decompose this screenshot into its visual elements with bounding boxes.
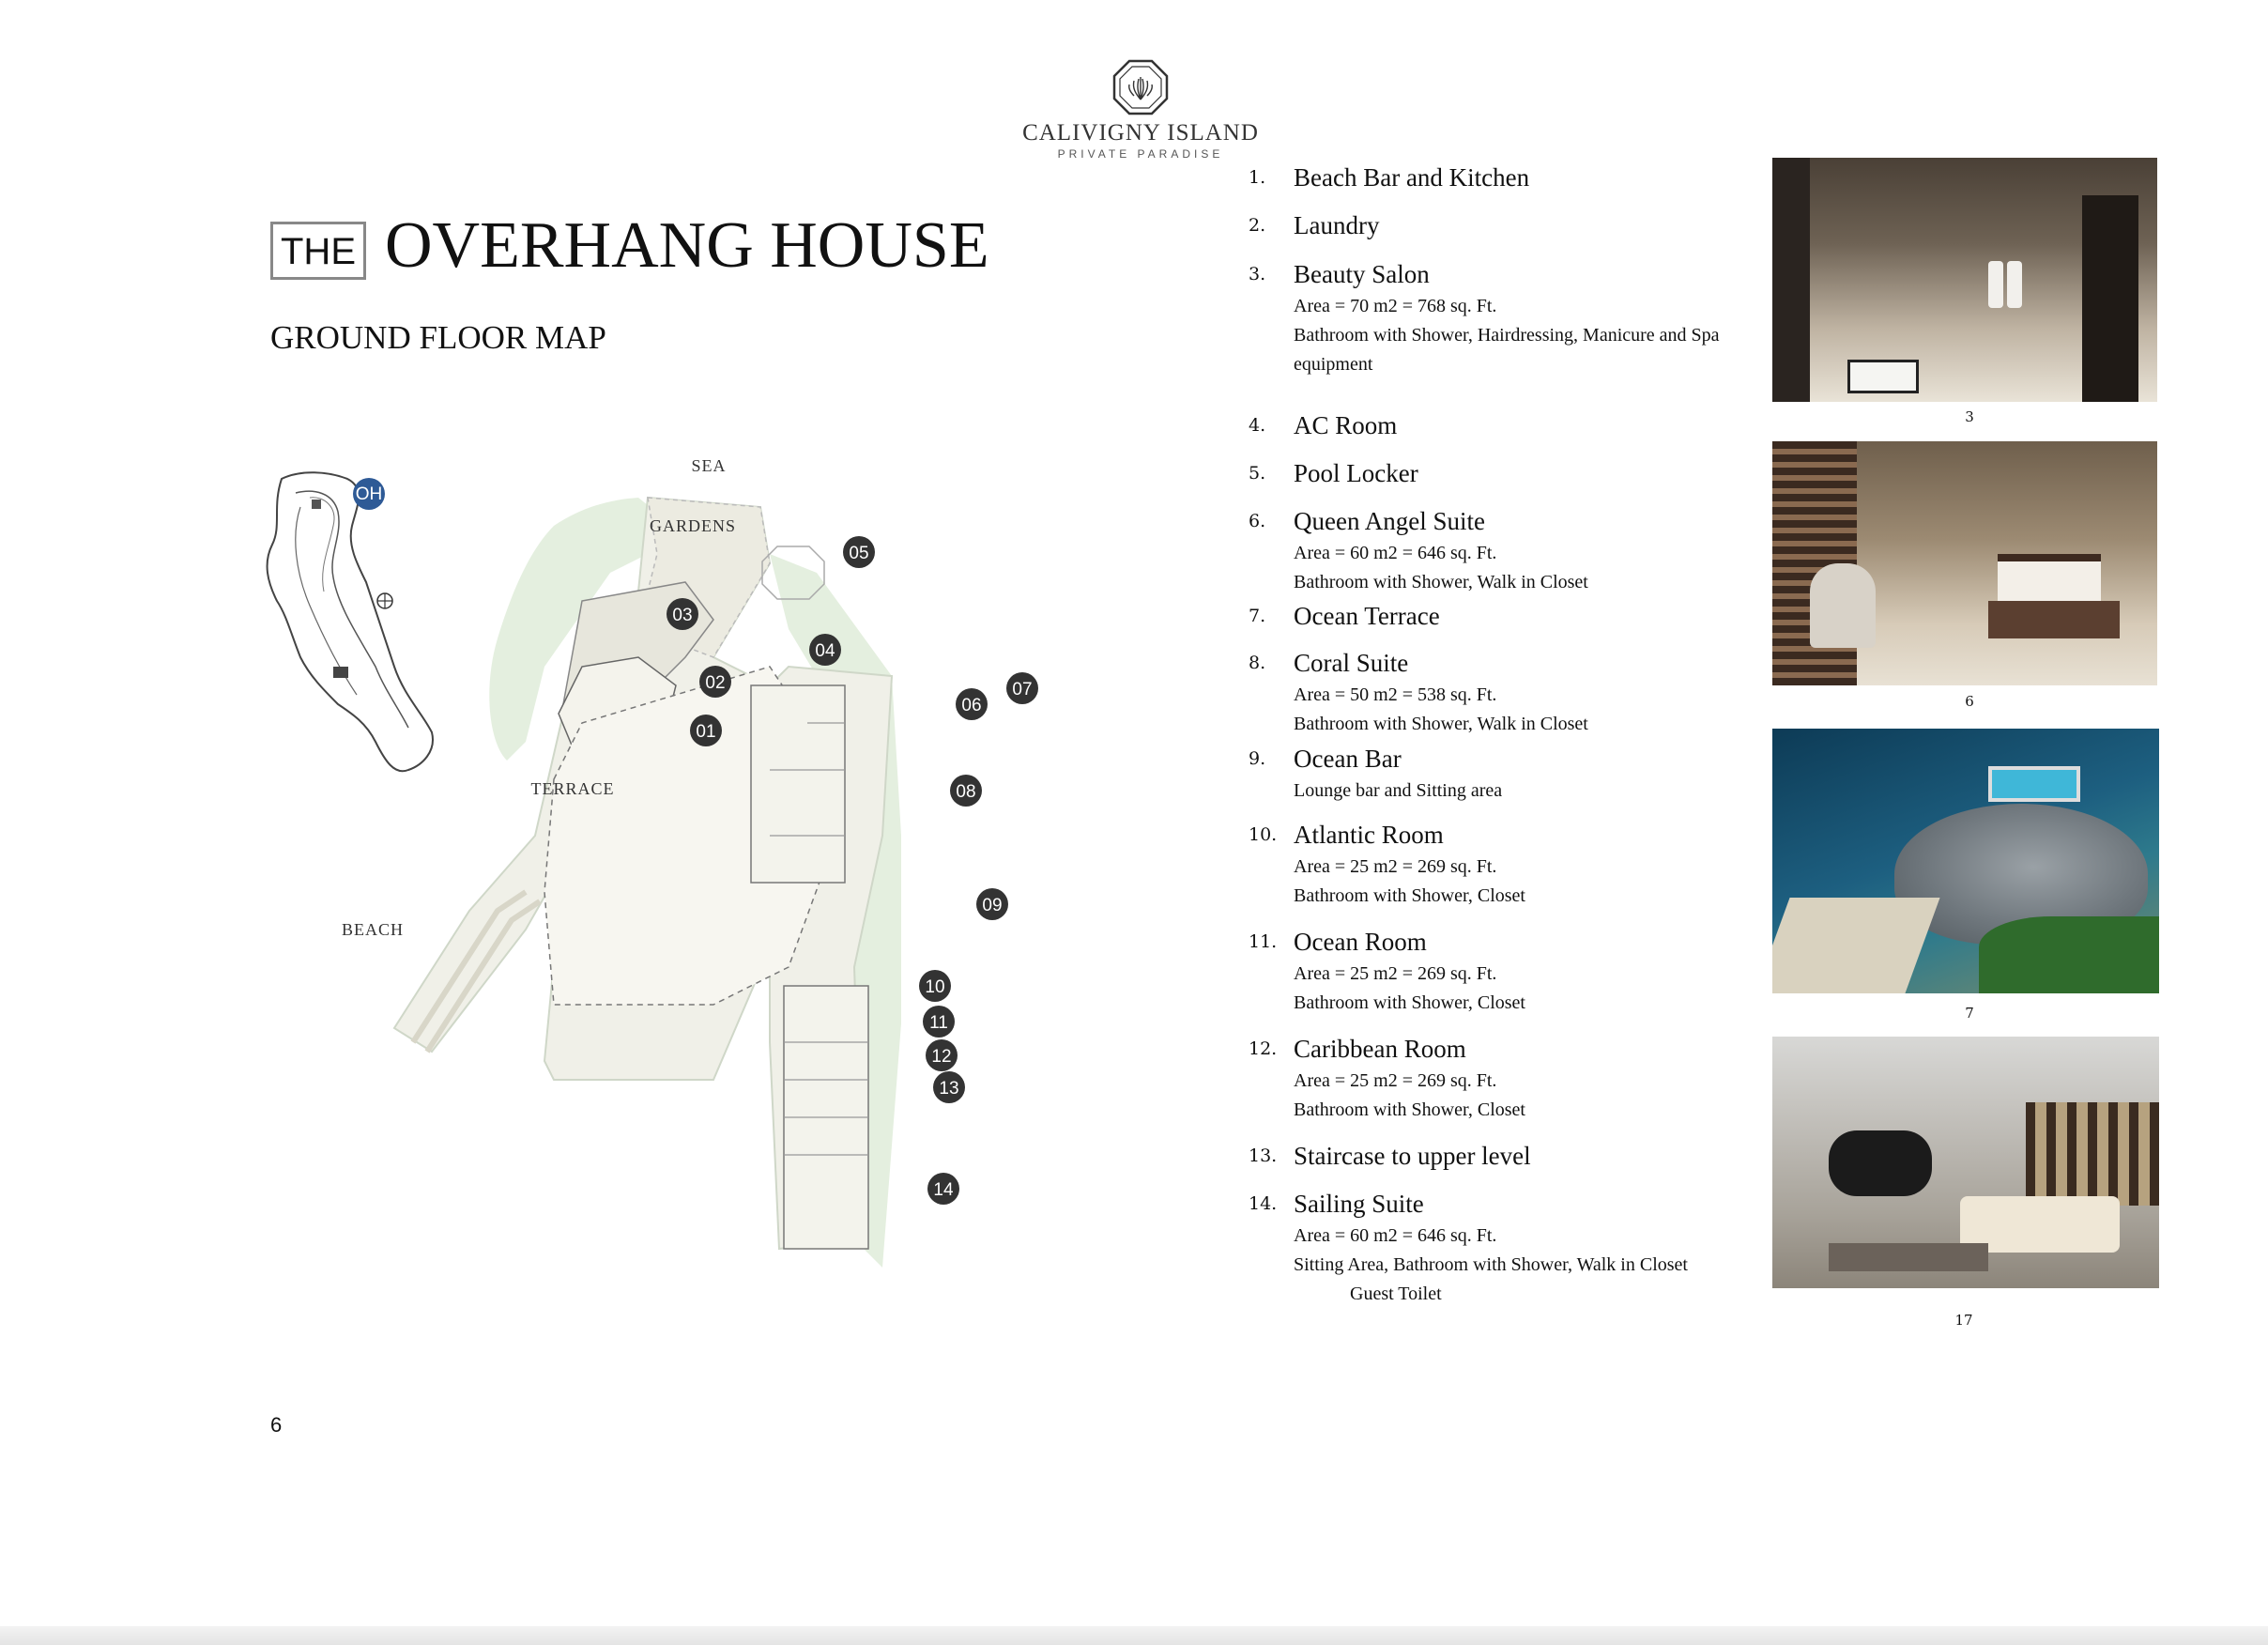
room-detail: Bathroom with Shower, Hairdressing, Manicure and Spa equipment bbox=[1294, 325, 1720, 375]
room-list-item bbox=[1249, 741, 1502, 806]
room-badge bbox=[809, 634, 841, 666]
map-label-beach: BEACH bbox=[341, 920, 405, 939]
inset-oh-marker: OH bbox=[355, 484, 383, 504]
room-badge bbox=[690, 715, 722, 746]
room-list-item bbox=[1249, 503, 1588, 597]
svg-text:04: 04 bbox=[815, 641, 835, 661]
page-subtitle: GROUND FLOOR MAP bbox=[270, 319, 606, 356]
room-list-item bbox=[1249, 407, 1397, 443]
logo-emblem-icon bbox=[1111, 58, 1170, 116]
svg-text:07: 07 bbox=[1012, 680, 1033, 700]
page-number: 6 bbox=[270, 1413, 283, 1437]
room-name: Caribbean Room bbox=[1294, 1035, 1466, 1063]
room-badge bbox=[956, 688, 988, 720]
room-list-item bbox=[1249, 817, 1525, 911]
room-number: 5. bbox=[1249, 463, 1266, 484]
room-badge bbox=[926, 1039, 958, 1071]
room-number: 12. bbox=[1249, 1038, 1278, 1059]
room-name: Beauty Salon bbox=[1294, 260, 1430, 288]
room-number: 8. bbox=[1249, 653, 1266, 673]
photo-ocean-terrace-aerial bbox=[1772, 729, 2159, 993]
room-number: 4. bbox=[1249, 415, 1266, 436]
island-inset-map bbox=[268, 472, 433, 771]
room-detail-extra: Guest Toilet bbox=[1350, 1284, 1442, 1304]
room-badge bbox=[919, 970, 951, 1002]
room-number: 14. bbox=[1249, 1193, 1278, 1214]
map-label-terrace: TERRACE bbox=[530, 779, 615, 798]
room-badge bbox=[976, 888, 1008, 920]
room-detail: Sitting Area, Bathroom with Shower, Walk in Closet bbox=[1294, 1254, 1688, 1275]
room-name: Ocean Room bbox=[1294, 928, 1427, 956]
room-list-item bbox=[1249, 160, 1529, 195]
room-detail: Bathroom with Shower, Closet bbox=[1294, 1099, 1525, 1120]
room-name: AC Room bbox=[1294, 411, 1398, 439]
room-name: Sailing Suite bbox=[1294, 1190, 1424, 1218]
room-name: Queen Angel Suite bbox=[1294, 507, 1485, 535]
title-prefix-box: THE bbox=[270, 222, 366, 280]
room-detail: Bathroom with Shower, Closet bbox=[1294, 992, 1525, 1013]
room-name: Laundry bbox=[1294, 211, 1380, 239]
room-name: Coral Suite bbox=[1294, 649, 1409, 677]
logo-tagline: PRIVATE PARADISE bbox=[1057, 147, 1224, 161]
room-badge bbox=[843, 536, 875, 568]
room-detail: Area = 25 m2 = 269 sq. Ft. bbox=[1294, 1070, 1497, 1091]
room-number: 13. bbox=[1249, 1145, 1278, 1166]
calivigny-logo bbox=[1014, 58, 1267, 166]
room-name: Ocean Bar bbox=[1294, 745, 1402, 773]
room-badge bbox=[933, 1071, 965, 1103]
room-detail: Lounge bar and Sitting area bbox=[1294, 780, 1503, 801]
viewer-bottom-bar bbox=[0, 1626, 2268, 1645]
room-number: 2. bbox=[1249, 215, 1266, 236]
page-title bbox=[270, 208, 989, 284]
room-badge bbox=[1006, 672, 1038, 704]
room-badge bbox=[927, 1173, 959, 1205]
room-list-item bbox=[1249, 1138, 1531, 1174]
ground-floor-map bbox=[244, 441, 1089, 1286]
room-list-item bbox=[1249, 455, 1418, 491]
room-list-item bbox=[1249, 1186, 1688, 1309]
room-name: Staircase to upper level bbox=[1294, 1142, 1531, 1170]
room-badge bbox=[699, 666, 731, 698]
map-label-sea: SEA bbox=[691, 456, 727, 475]
svg-text:11: 11 bbox=[929, 1013, 948, 1033]
room-number: 7. bbox=[1249, 606, 1266, 626]
room-name: Atlantic Room bbox=[1294, 821, 1444, 849]
svg-text:12: 12 bbox=[931, 1047, 952, 1067]
photo-sailing-suite-lounge bbox=[1772, 1037, 2159, 1288]
room-list-item bbox=[1249, 1031, 1525, 1125]
room-list-item bbox=[1249, 924, 1525, 1018]
svg-text:09: 09 bbox=[982, 896, 1003, 915]
logo-brand-text: CALIVIGNY ISLAND bbox=[1022, 120, 1259, 146]
room-detail: Bathroom with Shower, Closet bbox=[1294, 885, 1525, 906]
room-number: 10. bbox=[1249, 824, 1278, 845]
photo-caption: 6 bbox=[1965, 693, 1974, 710]
room-badge bbox=[950, 775, 982, 807]
photo-caption: 3 bbox=[1965, 408, 1974, 425]
room-number: 1. bbox=[1249, 167, 1266, 188]
room-detail: Area = 25 m2 = 269 sq. Ft. bbox=[1294, 856, 1497, 877]
room-detail: Area = 60 m2 = 646 sq. Ft. bbox=[1294, 1225, 1497, 1246]
room-list-item bbox=[1249, 645, 1588, 739]
room-detail: Bathroom with Shower, Walk in Closet bbox=[1294, 572, 1588, 592]
room-detail: Area = 60 m2 = 646 sq. Ft. bbox=[1294, 543, 1497, 563]
room-list-item bbox=[1249, 598, 1440, 634]
room-detail: Area = 25 m2 = 269 sq. Ft. bbox=[1294, 963, 1497, 984]
svg-text:01: 01 bbox=[696, 722, 716, 742]
room-number: 9. bbox=[1249, 748, 1266, 769]
room-name: Pool Locker bbox=[1294, 459, 1418, 487]
photo-queen-angel-suite bbox=[1772, 441, 2157, 685]
room-number: 6. bbox=[1249, 511, 1266, 531]
svg-text:06: 06 bbox=[961, 696, 982, 715]
room-name: Ocean Terrace bbox=[1294, 602, 1440, 630]
svg-text:02: 02 bbox=[705, 673, 726, 693]
room-detail: Area = 70 m2 = 768 sq. Ft. bbox=[1294, 296, 1497, 316]
room-badge bbox=[667, 598, 698, 630]
room-detail: Bathroom with Shower, Walk in Closet bbox=[1294, 714, 1588, 734]
photo-caption: 17 bbox=[1954, 1312, 1973, 1329]
room-name: Beach Bar and Kitchen bbox=[1294, 163, 1530, 192]
svg-text:13: 13 bbox=[939, 1079, 959, 1099]
svg-text:03: 03 bbox=[672, 606, 693, 625]
svg-text:08: 08 bbox=[956, 782, 976, 802]
room-list-item bbox=[1249, 208, 1379, 243]
room-detail: Area = 50 m2 = 538 sq. Ft. bbox=[1294, 684, 1497, 705]
svg-text:14: 14 bbox=[933, 1180, 954, 1200]
photo-caption: 7 bbox=[1965, 1005, 1974, 1022]
room-number: 11. bbox=[1249, 931, 1278, 952]
svg-text:10: 10 bbox=[925, 977, 945, 997]
room-number: 3. bbox=[1249, 264, 1266, 284]
photo-beauty-salon bbox=[1772, 158, 2157, 402]
svg-text:05: 05 bbox=[849, 544, 869, 563]
room-list-item bbox=[1249, 256, 1755, 379]
map-label-gardens: GARDENS bbox=[649, 516, 737, 535]
room-badge bbox=[923, 1006, 955, 1038]
title-main: OVERHANG HOUSE bbox=[385, 209, 989, 282]
